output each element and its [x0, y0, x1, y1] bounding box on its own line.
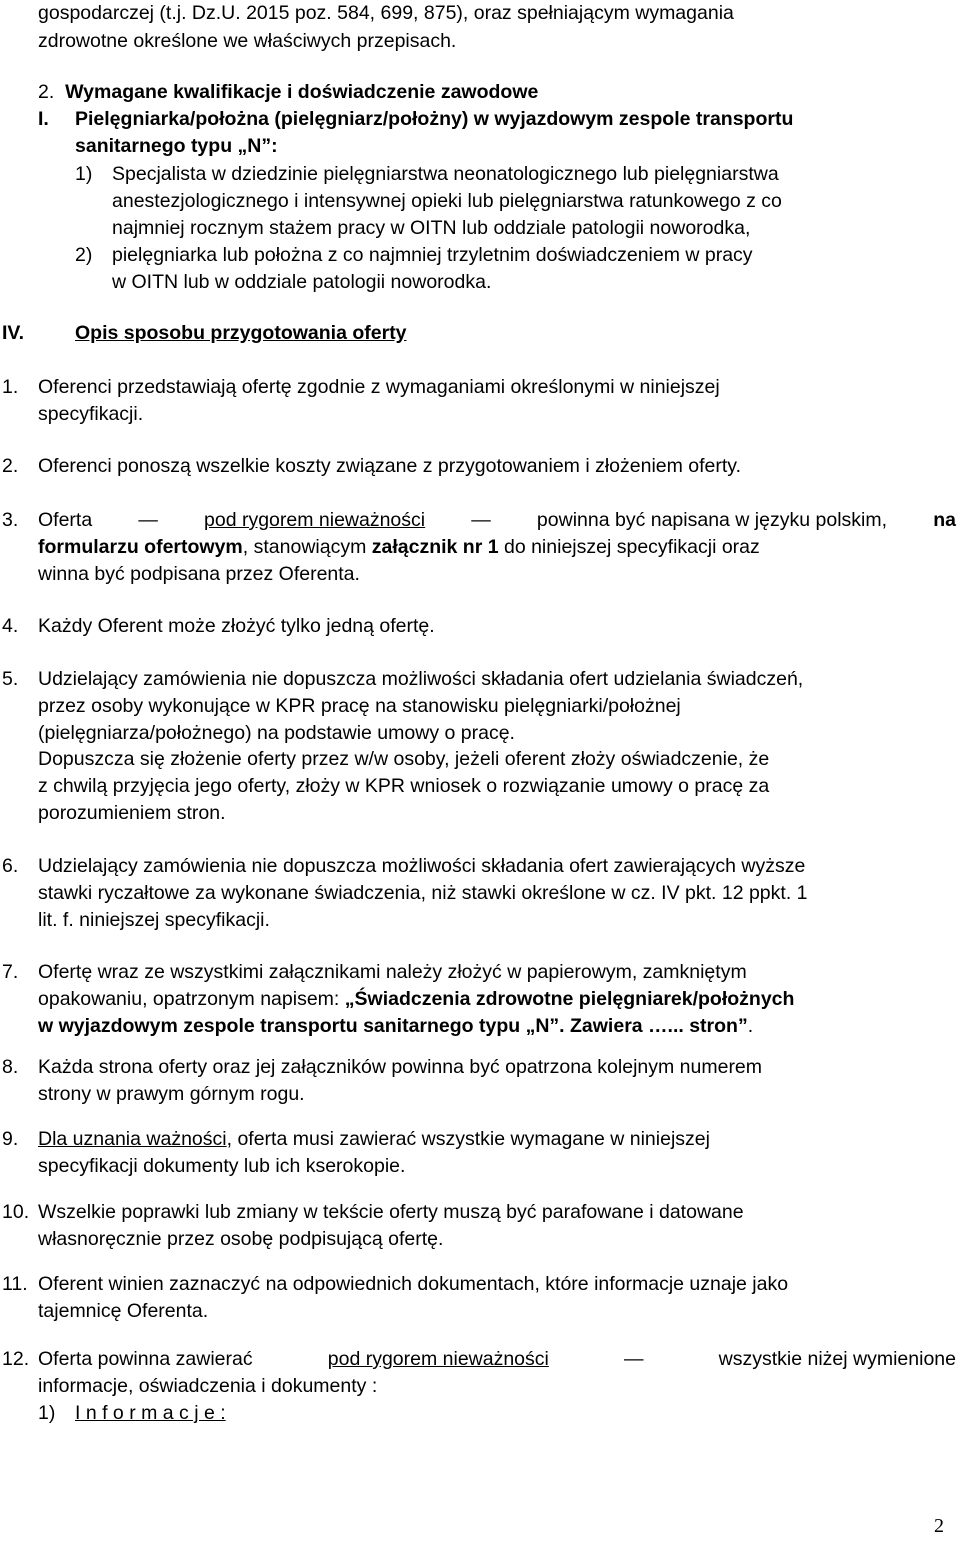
text-line: winna być podpisana przez Oferenta. [38, 563, 360, 585]
text-line: najmniej rocznym stażem pracy w OITN lub oddziale patologii noworodka, [112, 217, 751, 239]
text-line: specyfikacji. [38, 403, 144, 425]
text-line: pielęgniarka lub położna z co najmniej trzyletnim doświadczeniem w pracy [112, 244, 753, 266]
text-line: formularzu ofertowym, stanowiącym załącznik nr 1 do niniejszej specyfikacji oraz [38, 536, 760, 558]
text-line: Oferenci ponoszą wszelkie koszty związane z przygotowaniem i złożeniem oferty. [38, 455, 742, 477]
item-number: 6. [2, 855, 19, 877]
text-line: Ofertę wraz ze wszystkimi załącznikami należy złożyć w papierowym, zamkniętym [38, 961, 747, 983]
page-number: 2 [934, 1515, 944, 1537]
text-line: Dopuszcza się złożenie oferty przez w/w osoby, jeżeli oferent złoży oświadczenie, że [38, 748, 770, 770]
item-number: 8. [2, 1056, 19, 1078]
text-line: w wyjazdowym zespole transportu sanitarnego typu „N”. Zawiera …... stron”. [38, 1015, 754, 1037]
text-line: Oferta powinna zawierać pod rygorem nieważności — wszystkie niżej wymienione [38, 1348, 956, 1370]
text-line: Wszelkie poprawki lub zmiany w tekście oferty muszą być parafowane i datowane [38, 1201, 744, 1223]
text-line: Specjalista w dziedzinie pielęgniarstwa neonatologicznego lub pielęgniarstwa [112, 163, 779, 185]
list-number: 1) [75, 163, 93, 185]
text-line: tajemnicę Oferenta. [38, 1300, 209, 1322]
item-number: 4. [2, 615, 19, 637]
text-line: specyfikacji dokumenty lub ich kserokopie. [38, 1155, 406, 1177]
text-line: Udzielający zamówienia nie dopuszcza możliwości składania ofert zawierających wyższe [38, 855, 806, 877]
text-line: własnoręcznie przez osobę podpisującą ofertę. [38, 1228, 444, 1250]
text-line: Każda strona oferty oraz jej załączników powinna być opatrzona kolejnym numerem [38, 1056, 763, 1078]
text-line: stawki ryczałtowe za wykonane świadczenia, niż stawki określone w cz. IV pkt. 12 ppkt. 1 [38, 882, 808, 904]
section-number: IV. [2, 322, 25, 344]
text-line: przez osoby wykonujące w KPR pracę na stanowisku pielęgniarki/położnej [38, 695, 681, 717]
section-heading: 2. Wymagane kwalifikacje i doświadczenie zawodowe [38, 81, 539, 103]
item-number: I. [38, 108, 49, 130]
text-line: Oferta — pod rygorem nieważności — powinna być napisana w języku polskim, na [38, 509, 956, 531]
text-line: strony w prawym górnym rogu. [38, 1083, 305, 1105]
text-line: Dla uznania ważności, oferta musi zawierać wszystkie wymagane w niniejszej [38, 1128, 710, 1150]
text-line: porozumieniem stron. [38, 802, 226, 824]
text-line: opakowaniu, opatrzonym napisem: „Świadczenia zdrowotne pielęgniarek/położnych [38, 988, 795, 1010]
item-number: 2. [2, 455, 19, 477]
text-line: informacje, oświadczenia i dokumenty : [38, 1375, 378, 1397]
item-number: 9. [2, 1128, 19, 1150]
text-line: gospodarczej (t.j. Dz.U. 2015 poz. 584, 699, 875), oraz spełniającym wymagania [38, 2, 734, 24]
text-line: Udzielający zamówienia nie dopuszcza możliwości składania ofert udzielania świadczeń, [38, 668, 804, 690]
item-number: 5. [2, 668, 19, 690]
text-line: anestezjologicznego i intensywnej opieki lub pielęgniarstwa ratunkowego z co [112, 190, 782, 212]
text-line: Pielęgniarka/położna (pielęgniarz/położny) w wyjazdowym zespole transportu [75, 108, 794, 130]
text-line: zdrowotne określone we właściwych przepisach. [38, 30, 457, 52]
item-number: 7. [2, 961, 19, 983]
text-line: sanitarnego typu „N”: [75, 135, 278, 157]
item-number: 12. [2, 1348, 30, 1370]
subheading: I n f o r m a c j e : [75, 1402, 226, 1424]
text-line: Każdy Oferent może złożyć tylko jedną ofertę. [38, 615, 435, 637]
text-line: Oferenci przedstawiają ofertę zgodnie z wymaganiami określonymi w niniejszej [38, 376, 720, 398]
text-line: (pielęgniarza/położnego) na podstawie umowy o pracę. [38, 722, 515, 744]
text-line: z chwilą przyjęcia jego oferty, złoży w KPR wniosek o rozwiązanie umowy o pracę za [38, 775, 770, 797]
text-line: w OITN lub w oddziale patologii noworodka. [112, 271, 492, 293]
list-number: 2) [75, 244, 93, 266]
item-number: 10. [2, 1201, 30, 1223]
item-number: 3. [2, 509, 19, 531]
section-heading: Opis sposobu przygotowania oferty [75, 322, 407, 344]
item-number: 1. [2, 376, 19, 398]
list-number: 1) [38, 1402, 56, 1424]
item-number: 11. [2, 1273, 28, 1295]
text-line: Oferent winien zaznaczyć na odpowiednich dokumentach, które informacje uznaje jako [38, 1273, 789, 1295]
text-line: lit. f. niniejszej specyfikacji. [38, 909, 270, 931]
